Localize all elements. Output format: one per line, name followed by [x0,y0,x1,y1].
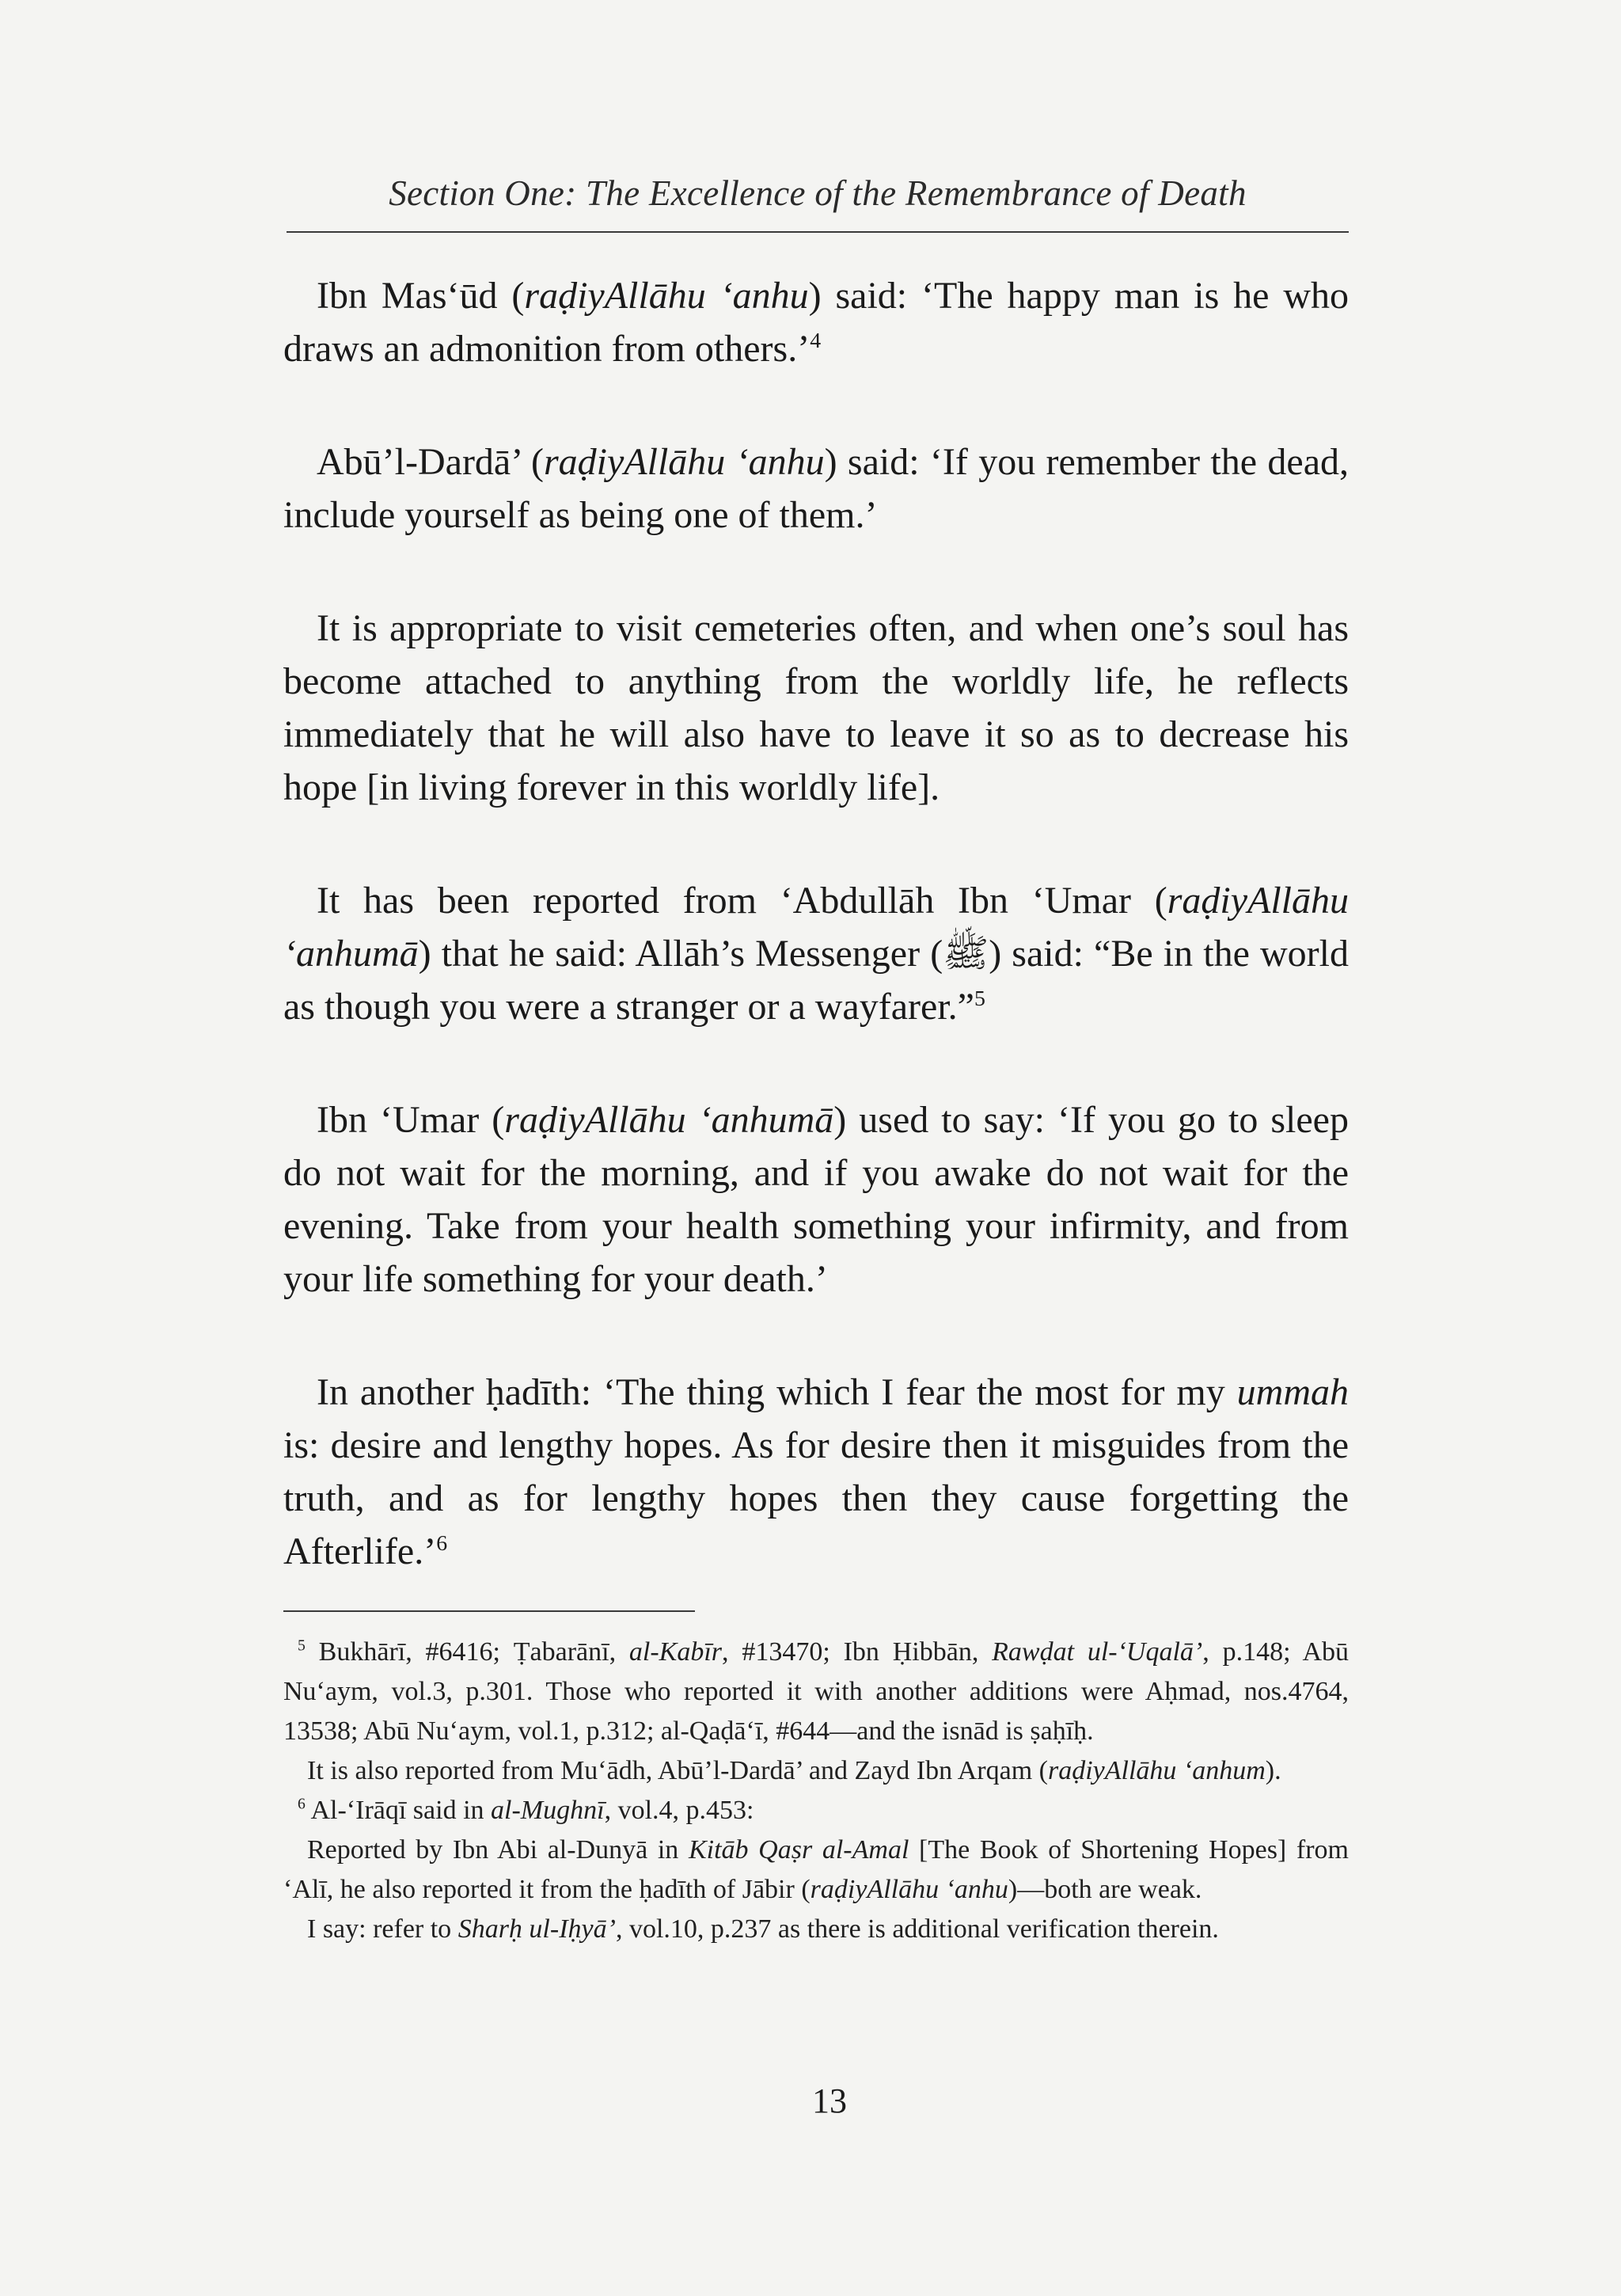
footnote-ref-5: 5 [974,986,985,1011]
page-number: 13 [812,2081,847,2120]
paragraph-cemeteries: It is appropriate to visit cemeteries often, and when one’s soul has become attached to anything from the worldly life, he reflects immediately that he will also have to leave it so as to decrease his hope [in living forever in this worldly life]. [283,607,1349,808]
footnote-ref-6: 6 [436,1531,448,1556]
footnote-6: $^6$ Al-‘Irāqī said in al-Mughnī, vol.4, p.453: [298,1795,754,1825]
footnotes [283,1633,1349,1949]
paragraph-another-hadith: In another ḥadīth: ‘The thing which I fear the most for my ummah is: desire and lengthy hopes. As for desire then it misguides from the truth, and as for lengthy hopes then they cause forgetting the Afterlife.’$^6$ [283,1371,1349,1572]
paragraph-ibn-umar-saying: Ibn ‘Umar (raḍiyAllāhu ‘anhumā) used to say: ‘If you go to sleep do not wait for the morning, and if you awake do not wait for the evening. Take from your health something your infirmity, and from your life something for your death.’ [283,1099,1349,1300]
footnote-6-reference: I say: refer to Sharḥ ul-Iḥyā’, vol.10, p.237 as there is additional verification therein. [307,1914,1219,1944]
paragraph-abu-darda: Abū’l-Dardā’ (raḍiyAllāhu ‘anhu) said: ‘If you remember the dead, include yourself as being one of them.’ [283,441,1349,536]
footnote-5-continuation: It is also reported from Mu‘ādh, Abū’l-Dardā’ and Zayd Ibn Arqam (raḍiyAllāhu ‘anhum). [307,1756,1281,1785]
header-rule [287,231,1349,233]
footnote-number-5: 5 [298,1636,306,1655]
running-header: Section One: The Excellence of the Remembrance of Death [389,173,1247,213]
footnote-number-6: 6 [298,1795,306,1813]
footnote-6-quote: Reported by Ibn Abi al-Dunyā in Kitāb Qaṣr al-Amal [The Book of Shortening Hopes] from ‘Alī, he also reported it from the ḥadīth of Jābir (raḍiyAllāhu ‘anhu)—both are weak. [283,1835,1350,1904]
footnote-5: $^5$ Bukhārī, #6416; Ṭabarānī, al-Kabīr, #13470; Ibn Ḥibbān, Rawḍat ul-‘Uqalā’, p.148; Abū Nu‘aym, vol.3, p.301. Those who reported it with another additions were Aḥmad, nos.4764, 13538; Abū Nu‘aym, vol.1, p.312; al-Qaḍā‘ī, #644—and the isnād is ṣaḥīḥ. [283,1636,1350,1746]
paragraph-ibn-umar-hadith: It has been reported from ‘Abdullāh Ibn ‘Umar (raḍiyAllāhu ‘anhumā) that he said: Allāh’s Messenger (ﷺ) said: “Be in the world as though you were a stranger or a wayfarer.”$^5$ [283,880,1349,1028]
paragraph-ibn-masud: Ibn Mas‘ūd (raḍiyAllāhu ‘anhu) said: ‘The happy man is he who draws an admonition from others.’$^4$ [283,275,1349,370]
footnote-rule [283,1610,695,1612]
main-text [283,269,1349,1578]
footnote-ref-4: 4 [810,329,822,353]
